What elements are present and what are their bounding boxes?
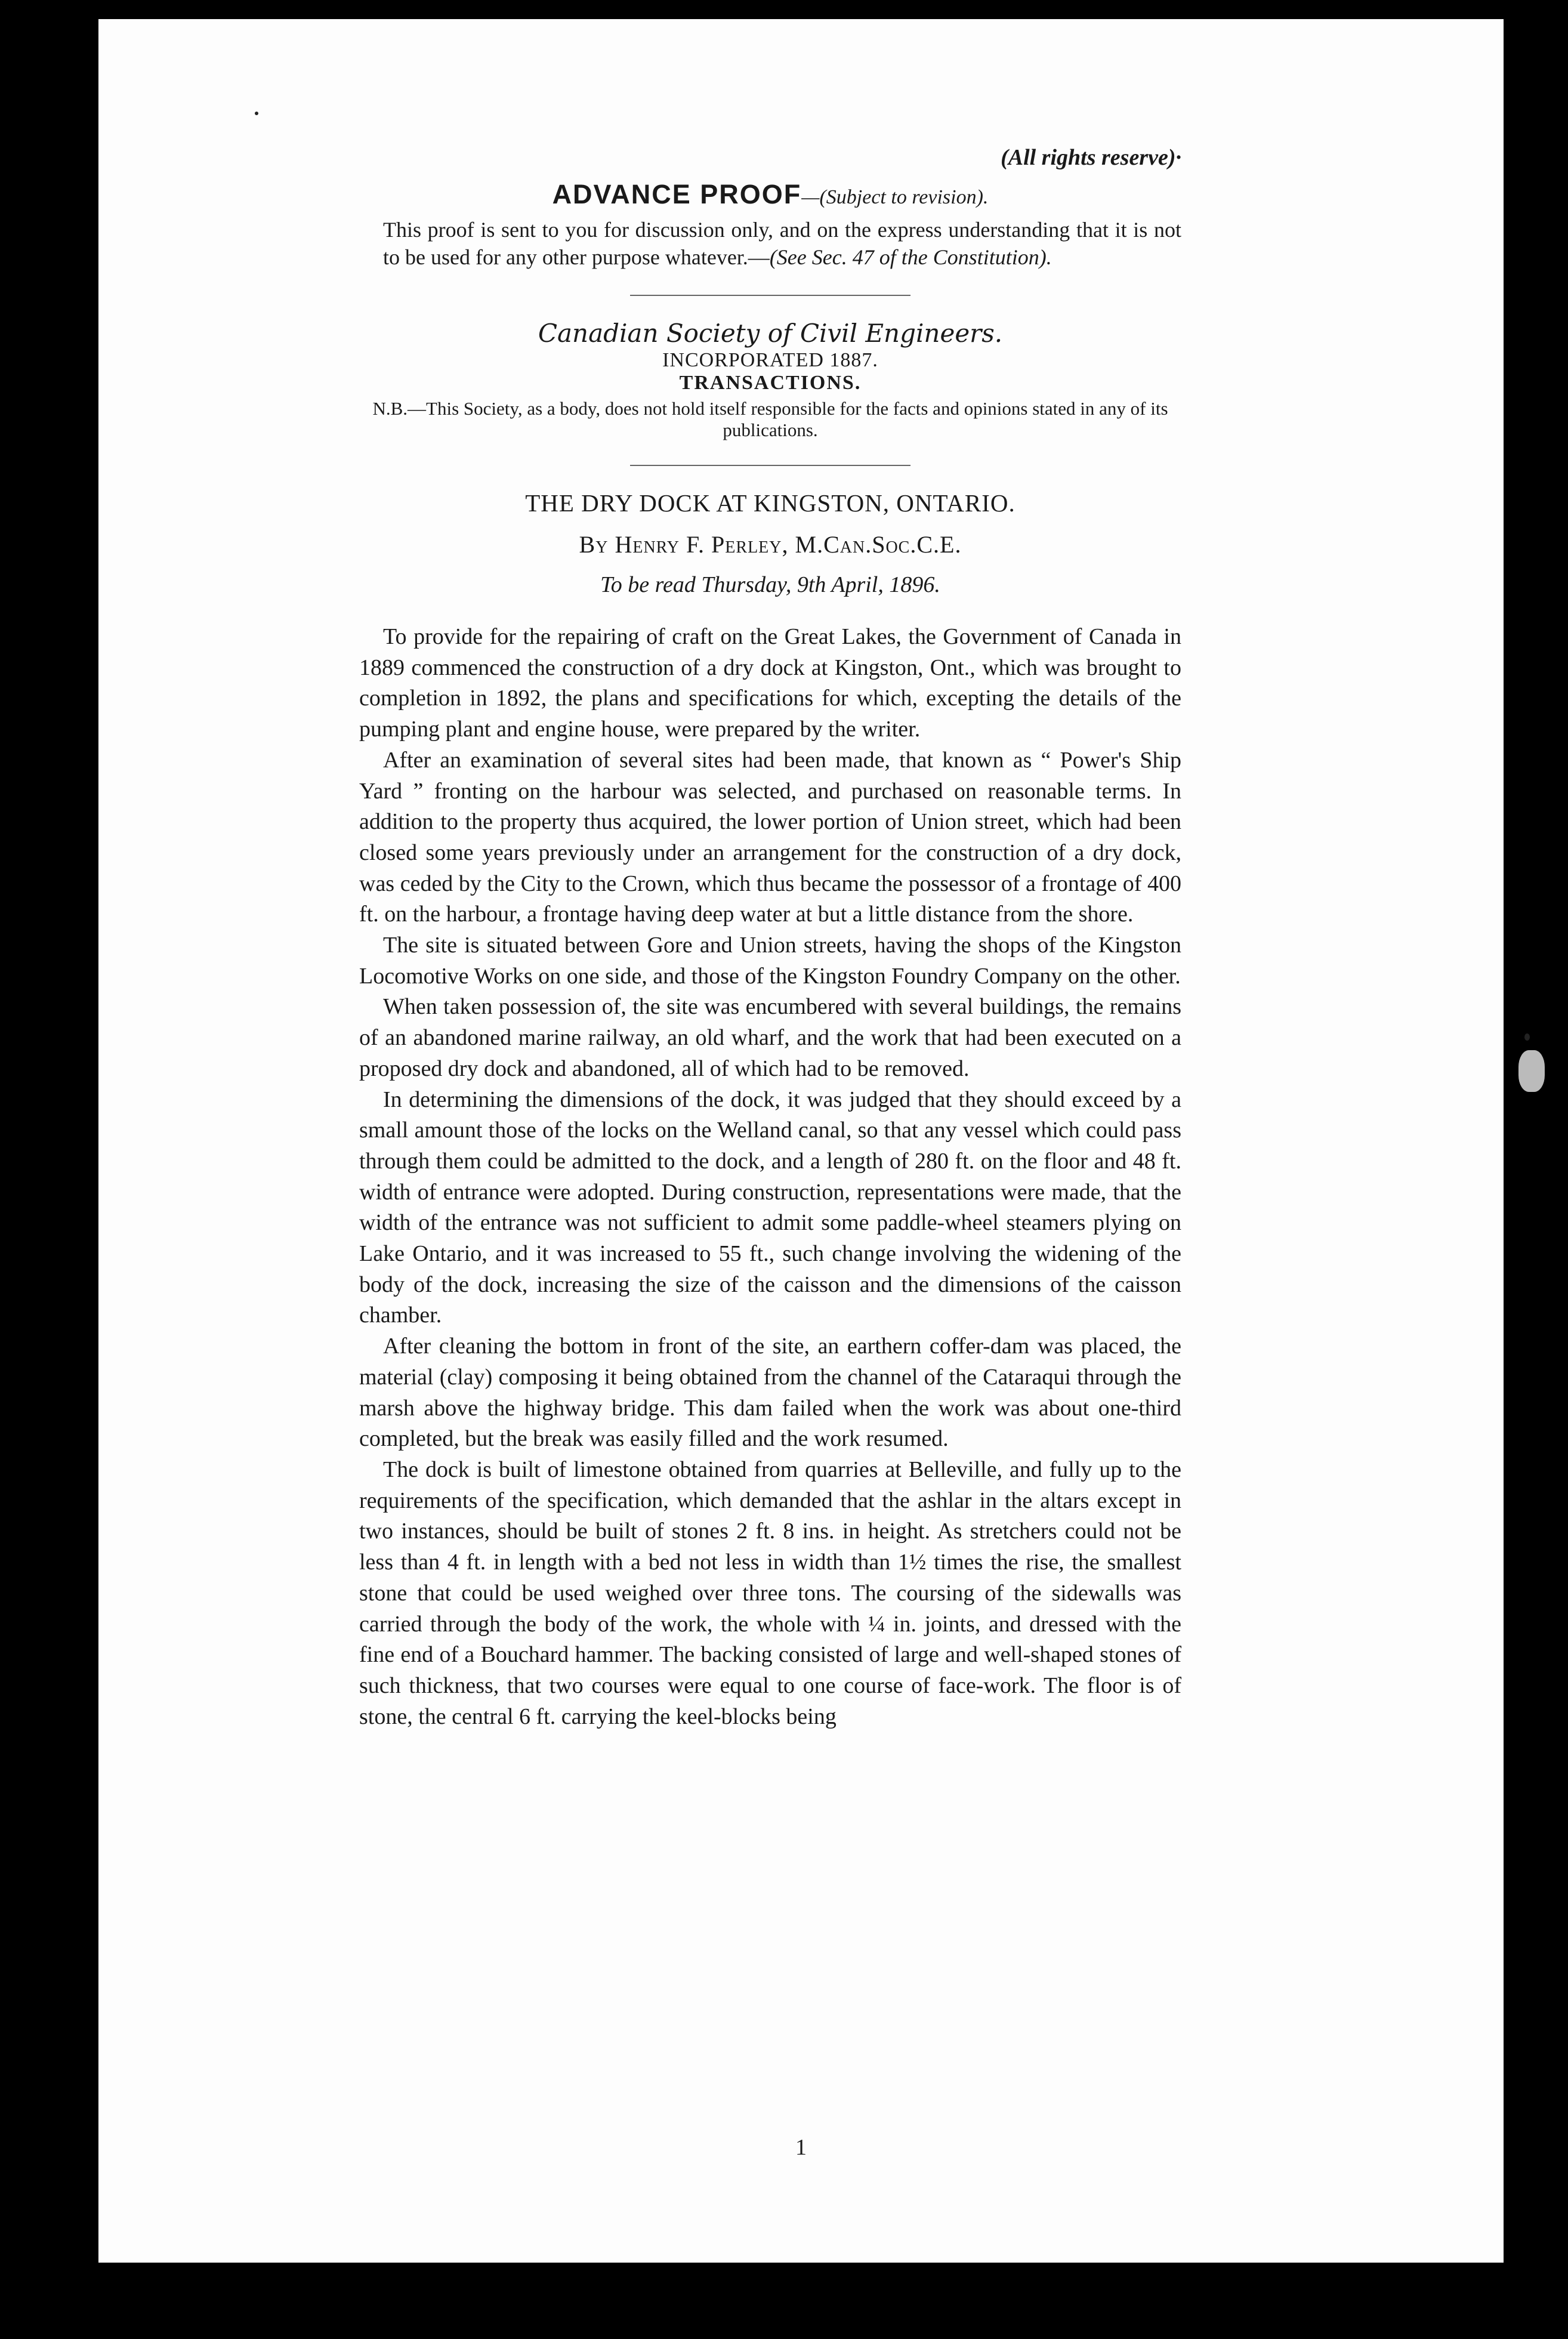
constitution-reference: (See Sec. 47 of the Constitution). (769, 245, 1052, 269)
disclaimer-note: N.B.—This Society, as a body, does not hold itself responsible for the facts and opinions stated in any of its publications. (372, 398, 1168, 440)
scan-speck (1518, 1050, 1545, 1092)
body-paragraph: After an examination of several sites had been made, that known as “ Power's Ship Yard ” fronting on the harbour was selected, and purchased on reasonable terms. In addition to the property thus acquired, the lower portion of Union street, which had been closed some years previously under an arrangement for the construction of a dry dock, was ceded by the City to the Crown, which thus became the possessor of a frontage of 400 ft. on the harbour, a frontage having deep water at but a little distance from the shore. (359, 747, 1181, 927)
page-number: 1 (795, 2135, 807, 2160)
body-paragraph: The site is situated between Gore and Union streets, having the shops of the Kingston Locomotive Works on one side, and those of the Kingston Foundry Company on the other. (359, 933, 1181, 989)
rights-reserved-note: (All rights reserve)· (1001, 145, 1181, 170)
document-page (98, 19, 1504, 2263)
scan-speck (255, 112, 258, 115)
body-paragraph: After cleaning the bottom in front of the site, an earthern coffer-dam was placed, the material (clay) composing it being obtained from the channel of the Cataraqui through the marsh above the highway bridge. This dam failed when the work was about one-third completed, but the break was easily filled and the work resumed. (359, 1334, 1181, 1452)
incorporation-line: INCORPORATED 1887. (662, 349, 878, 371)
society-name: Canadian Society of Civil Engineers. (538, 319, 1003, 348)
page-content (359, 144, 1181, 1732)
proof-title: ADVANCE PROOF (552, 179, 802, 209)
divider (630, 465, 910, 466)
body-paragraph: In determining the dimensions of the dock, it was judged that they should exceed by a small amount those of the locks on the Welland canal, so that any vessel which could pass through them could be admitted to the dock, and a length of 280 ft. on the floor and 48 ft. width of entrance were adopted. During construction, representations were made, that the width of the entrance was not sufficient to admit some paddle-wheel steamers plying on Lake Ontario, and it was increased to 55 ft., such change involving the widening of the body of the dock, increasing the size of the caisson and the dimensions of the caisson chamber. (359, 1087, 1181, 1328)
body-paragraph: The dock is built of limestone obtained from quarries at Belleville, and fully up to the requirements of the specification, which demanded that the ashlar in the altars except in two instances, should be built of stones 2 ft. 8 ins. in height. As stretchers could not be less than 4 ft. in length with a bed not less in width than 1½ times the rise, the smallest stone that could be used weighed over three tons. The coursing of the sidewalls was carried through the body of the work, the whole with ¼ in. joints, and dressed with the fine end of a Bouchard hammer. The backing consisted of large and well-shaped stones of such thickness, that two courses were equal to one course of face-work. The floor is of stone, the central 6 ft. carrying the keel-blocks being (359, 1457, 1181, 1729)
advance-proof-heading (359, 179, 1181, 210)
author-byline: By Henry F. Perley, M.Can.Soc.C.E. (579, 531, 962, 558)
reading-date: To be read Thursday, 9th April, 1896. (600, 572, 940, 597)
paper-title: THE DRY DOCK AT KINGSTON, ONTARIO. (525, 489, 1016, 517)
body-paragraph: When taken possession of, the site was encumbered with several buildings, the remains of an abandoned marine railway, an old wharf, and the work that had been executed on a proposed dry dock and abandoned, all of which had to be removed. (359, 994, 1181, 1081)
body-paragraph: To provide for the repairing of craft on the Great Lakes, the Government of Canada in 1889 commenced the construction of a dry dock at Kingston, Ont., which was brought to completion in 1892, the plans and specifications for which, excepting the details of the pumping plant and engine house, were prepared by the writer. (359, 624, 1181, 742)
divider (630, 295, 910, 296)
scan-speck (1524, 1033, 1530, 1041)
proof-subtitle: —(Subject to revision). (801, 186, 989, 208)
proof-notice-text: This proof is sent to you for discussion only, and on the express understanding that it is not to be used for any other purpose whatever.— (383, 218, 1181, 269)
proof-notice (359, 216, 1181, 271)
transactions-heading: TRANSACTIONS. (679, 372, 862, 394)
